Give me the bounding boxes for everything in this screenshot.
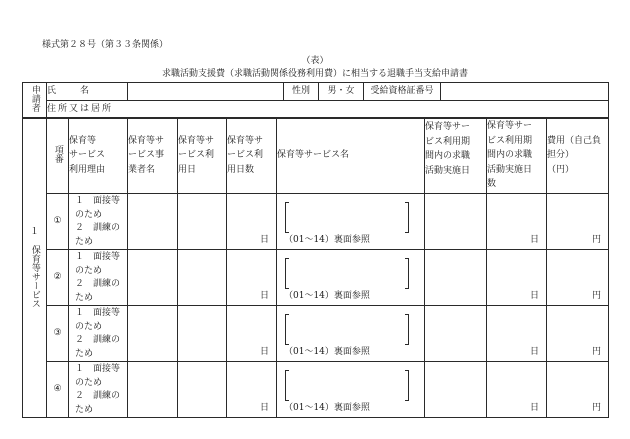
job-search-date-field[interactable] [425, 194, 487, 250]
applicant-address-row [23, 101, 609, 119]
usage-reason-field[interactable] [69, 250, 128, 306]
service-row [23, 194, 609, 250]
usage-reason-line: １ 面接等 [75, 252, 121, 262]
service-name-field[interactable] [277, 306, 425, 362]
usage-days-unit: 日 [259, 403, 269, 414]
usage-reason-line: のため [75, 265, 103, 276]
header-line: ビス利用期 [425, 136, 471, 147]
job-search-days-unit: 日 [529, 235, 539, 246]
job-search-days-field[interactable] [487, 250, 547, 306]
service-name-field[interactable] [277, 194, 425, 250]
item-number: ③ [53, 328, 62, 339]
cost-unit: 円 [591, 403, 601, 414]
usage-date-field[interactable] [178, 250, 227, 306]
header-job-search-days [487, 118, 547, 194]
usage-date-field[interactable] [178, 306, 227, 362]
service-name-box [277, 250, 424, 305]
service-name-field[interactable] [277, 250, 425, 306]
service-row [23, 362, 609, 418]
service-code-reference: （01～14）裏面参照 [284, 235, 370, 246]
usage-days-box [227, 306, 276, 361]
usage-reason-line: １ 面接等 [75, 308, 121, 318]
cost-box [547, 250, 608, 305]
header-line: ビス利用期 [487, 135, 533, 146]
provider-name-field[interactable] [128, 250, 178, 306]
header-line: 保育等サービス名 [277, 150, 350, 161]
job-search-days-unit: 日 [529, 291, 539, 302]
header-line: 担分） [547, 150, 575, 161]
service-header-row [23, 118, 609, 194]
header-usage-date [178, 118, 227, 194]
certificate-label: 受給資格証番号 [370, 86, 434, 97]
usage-reason-line: ２ 訓練の [75, 223, 121, 233]
cost-box [547, 306, 608, 361]
bracket-right [405, 314, 409, 345]
gender-options-field[interactable] [319, 83, 364, 101]
usage-reason-field[interactable] [69, 362, 128, 418]
usage-reason-options [69, 362, 127, 417]
usage-date-field[interactable] [178, 194, 227, 250]
provider-name-field[interactable] [128, 362, 178, 418]
usage-days-box [227, 194, 276, 249]
applicant-name-row [23, 83, 609, 101]
header-line: 活動実施日 [425, 165, 471, 176]
job-search-days-field[interactable] [487, 362, 547, 418]
job-search-days-unit: 日 [529, 403, 539, 414]
item-number: ① [53, 216, 62, 227]
name-label-cell [47, 83, 128, 101]
job-search-days-field[interactable] [487, 194, 547, 250]
certificate-label-cell [364, 83, 441, 101]
usage-days-box [227, 362, 276, 417]
bracket-left [285, 314, 289, 345]
service-name-field[interactable] [277, 362, 425, 418]
service-name-bracket [285, 370, 409, 401]
header-line: 費用（自己負 [547, 135, 602, 146]
header-line: 間内の求職 [425, 151, 471, 161]
header-line: 利用理由 [69, 164, 106, 175]
usage-days-unit: 日 [259, 235, 269, 246]
header-line: 保育等サー [425, 122, 471, 132]
usage-days-field[interactable] [227, 250, 277, 306]
header-line: 保育等サ [128, 135, 165, 146]
service-section-label [23, 227, 46, 308]
form-title: 求職活動支援費（求職活動関係役務利用費）に相当する退職手当支給申請書 [161, 69, 468, 79]
header-job-search-date [425, 118, 487, 194]
usage-days-unit: 日 [259, 347, 269, 358]
service-section-cell [23, 118, 47, 418]
usage-reason-line: ため [75, 404, 94, 415]
gender-label: 性別 [291, 86, 310, 97]
usage-reason-field[interactable] [69, 306, 128, 362]
address-field[interactable] [47, 101, 609, 119]
usage-reason-line: ２ 訓練の [75, 279, 121, 289]
service-row [23, 306, 609, 362]
provider-name-field[interactable] [128, 306, 178, 362]
cost-box [547, 194, 608, 249]
bracket-left [285, 258, 289, 289]
bracket-right [405, 370, 409, 401]
side-label: （表） [301, 56, 329, 66]
header-provider-name [128, 118, 178, 194]
usage-days-box [227, 250, 276, 305]
service-code-reference: （01～14）裏面参照 [284, 403, 370, 414]
service-name-bracket [285, 314, 409, 345]
cost-unit: 円 [591, 291, 601, 302]
usage-days-field[interactable] [227, 194, 277, 250]
form-number: 様式第２８号（第３３条関係） [42, 40, 169, 50]
service-row [23, 250, 609, 306]
job-search-days-box [487, 194, 546, 249]
usage-days-field[interactable] [227, 362, 277, 418]
service-section-title: 保育等サービス [29, 244, 40, 308]
header-line: ービス利 [227, 150, 264, 161]
applicant-section-label: 申請者 [29, 85, 40, 113]
usage-reason-options [69, 194, 127, 249]
header-line: ービス事 [128, 150, 165, 161]
service-name-bracket [285, 202, 409, 233]
job-search-date-field[interactable] [425, 362, 487, 418]
usage-reason-field[interactable] [69, 194, 128, 250]
gender-label-cell [284, 83, 319, 101]
header-usage-days [227, 118, 277, 194]
cost-unit: 円 [591, 347, 601, 358]
address-label: 住所又は居所 [47, 104, 114, 115]
header-item-number-label: 項番 [52, 144, 63, 163]
usage-reason-line: １ 面接等 [75, 364, 121, 374]
header-line: 数 [487, 179, 497, 190]
header-line: 保育等 [69, 135, 97, 146]
cost-unit: 円 [591, 235, 601, 246]
usage-reason-line: のため [75, 209, 103, 220]
bracket-right [405, 202, 409, 233]
header-line: 業者名 [128, 164, 156, 175]
item-number-cell [47, 250, 69, 306]
service-code-reference: （01～14）裏面参照 [284, 291, 370, 302]
service-name-box [277, 194, 424, 249]
usage-reason-line: ため [75, 348, 94, 359]
usage-reason-options [69, 306, 127, 361]
header-service-name [277, 118, 425, 194]
service-name-bracket [285, 258, 409, 289]
job-search-date-field[interactable] [425, 250, 487, 306]
usage-reason-line: ２ 訓練の [75, 335, 121, 345]
usage-days-unit: 日 [259, 291, 269, 302]
usage-reason-line: のため [75, 377, 103, 388]
cost-field[interactable] [547, 250, 609, 306]
job-search-days-field[interactable] [487, 306, 547, 362]
job-search-days-box [487, 362, 546, 417]
provider-name-field[interactable] [128, 194, 178, 250]
usage-reason-options [69, 250, 127, 305]
job-search-days-unit: 日 [529, 347, 539, 358]
service-code-reference: （01～14）裏面参照 [284, 347, 370, 358]
cost-field[interactable] [547, 194, 609, 250]
item-number-cell [47, 362, 69, 418]
service-table [22, 117, 609, 418]
item-number: ④ [53, 384, 62, 395]
item-number-cell [47, 194, 69, 250]
header-line: 保育等サ [178, 135, 215, 146]
applicant-section-cell [23, 83, 47, 119]
header-line: 保育等サ [227, 135, 264, 146]
item-number-cell [47, 306, 69, 362]
usage-reason-line: １ 面接等 [75, 196, 121, 206]
usage-reason-line: ため [75, 236, 94, 247]
item-number: ② [53, 272, 62, 283]
applicant-table [22, 82, 609, 119]
usage-reason-line: ため [75, 292, 94, 303]
header-usage-reason [69, 118, 128, 194]
job-search-days-box [487, 306, 546, 361]
job-search-date-field[interactable] [425, 306, 487, 362]
bracket-left [285, 202, 289, 233]
header-line: 間内の求職 [487, 150, 533, 161]
usage-reason-line: ２ 訓練の [75, 391, 121, 401]
service-name-box [277, 362, 424, 417]
header-line: サービス [69, 150, 106, 161]
gender-options: 男・女 [327, 86, 355, 97]
header-line: ービス利 [178, 150, 215, 161]
cost-field[interactable] [547, 362, 609, 418]
name-label: 氏 名 [47, 86, 92, 97]
usage-reason-line: のため [75, 321, 103, 332]
bracket-right [405, 258, 409, 289]
service-name-box [277, 306, 424, 361]
header-line: （円） [547, 164, 575, 175]
header-line: 用日 [178, 164, 197, 175]
header-line: 活動実施日 [487, 164, 533, 175]
cost-field[interactable] [547, 306, 609, 362]
header-item-number [47, 118, 69, 194]
header-line: 用日数 [227, 164, 255, 175]
service-section-number: １ [29, 227, 39, 238]
usage-days-field[interactable] [227, 306, 277, 362]
cost-box [547, 362, 608, 417]
name-field[interactable] [128, 83, 284, 101]
header-line: 保育等サー [487, 121, 533, 132]
certificate-number-field[interactable] [441, 83, 609, 101]
job-search-days-box [487, 250, 546, 305]
bracket-left [285, 370, 289, 401]
header-cost [547, 118, 609, 194]
usage-date-field[interactable] [178, 362, 227, 418]
